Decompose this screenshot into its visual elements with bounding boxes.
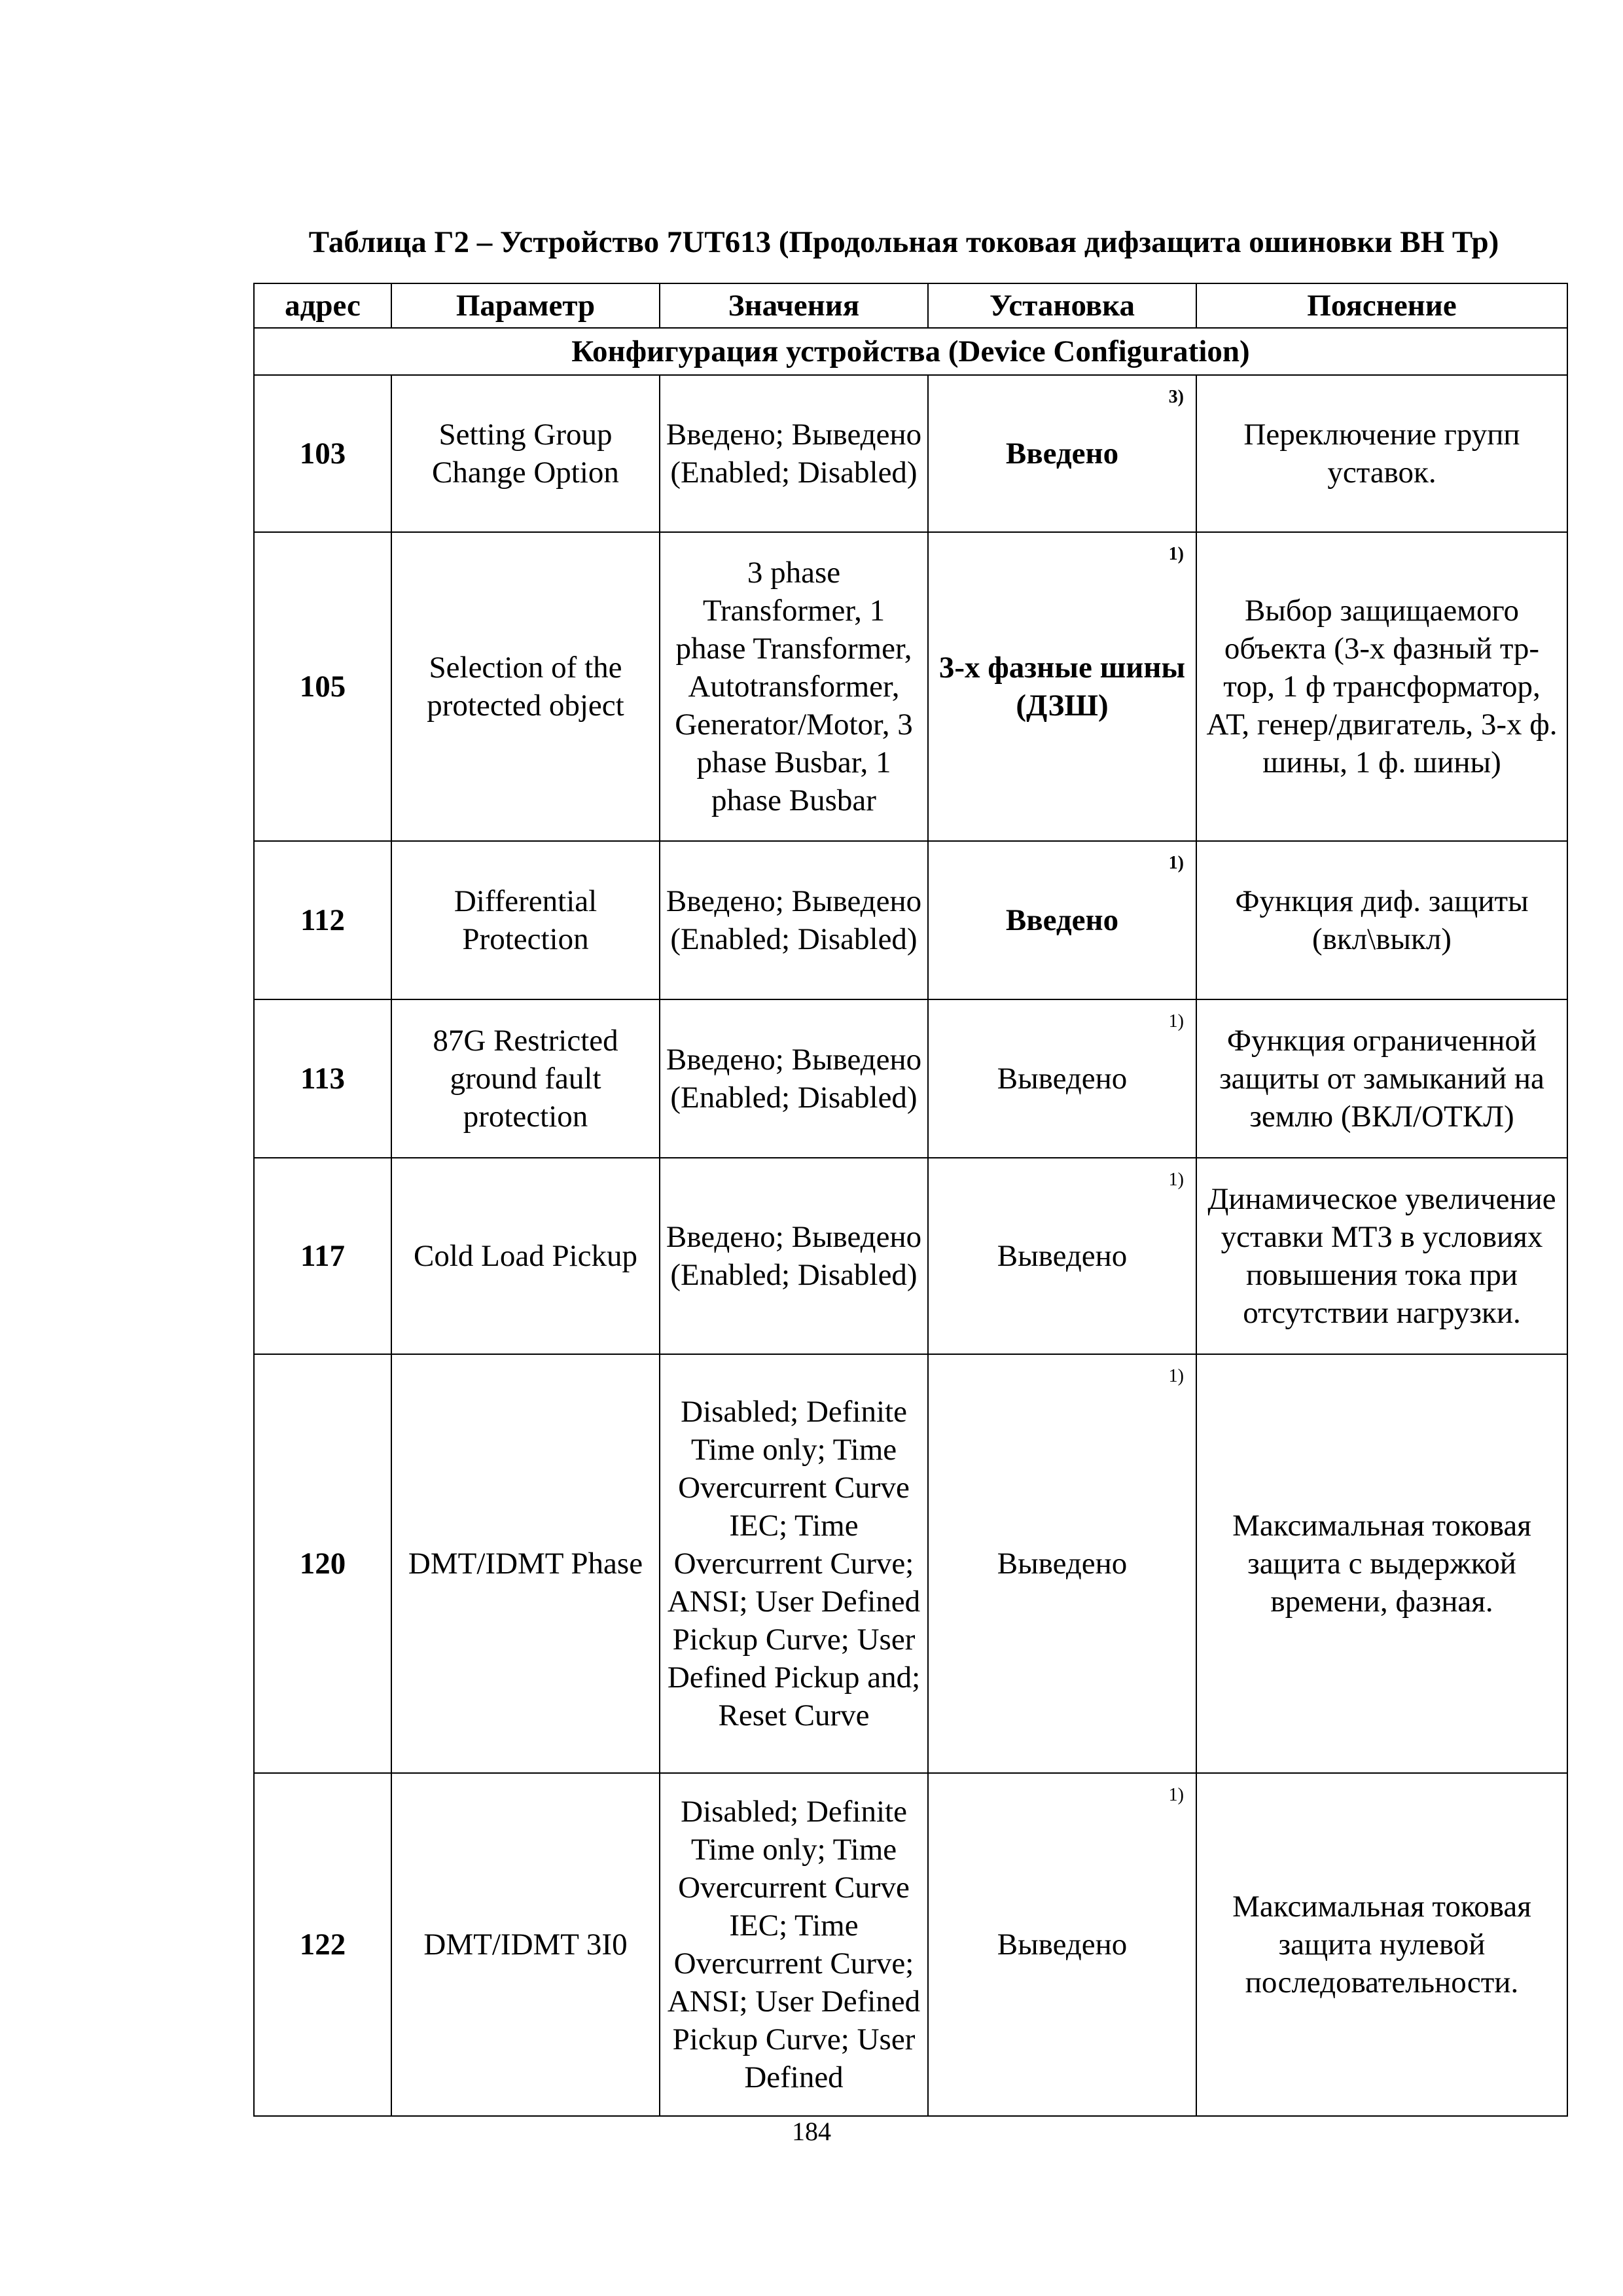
cell-parameter	[391, 841, 660, 999]
device-configuration-table	[253, 283, 1568, 2117]
footnote-marker: 1)	[1168, 1366, 1184, 1386]
cell-values-text: Введено; Выведено (Enabled; Disabled)	[666, 1043, 922, 1115]
cell-values	[660, 532, 928, 841]
cell-setting-text: Выведено	[997, 1547, 1128, 1581]
cell-values	[660, 999, 928, 1158]
cell-parameter	[391, 1773, 660, 2116]
cell-parameter-text: DMT/IDMT Phase	[408, 1547, 643, 1581]
cell-address	[254, 1158, 391, 1354]
cell-address	[254, 375, 391, 532]
footnote-marker: 1)	[1168, 853, 1184, 873]
cell-setting	[928, 532, 1196, 841]
cell-explanation	[1196, 532, 1567, 841]
cell-parameter	[391, 1354, 660, 1773]
cell-explanation-text: Функция ограниченной защиты от замыканий на землю (ВКЛ/ОТКЛ)	[1219, 1024, 1544, 1134]
footnote-marker: 1)	[1168, 1170, 1184, 1190]
cell-setting	[928, 1354, 1196, 1773]
cell-address	[254, 532, 391, 841]
cell-address	[254, 999, 391, 1158]
column-header-values: Значения	[660, 283, 928, 328]
cell-values-text: Disabled; Definite Time only; Time Overcurrent Curve IEC; Time Overcurrent Curve; ANSI; User Defined Pickup Curve; User Defined	[667, 1795, 921, 2094]
table-row	[254, 1354, 1567, 1773]
cell-values	[660, 1354, 928, 1773]
table-row	[254, 999, 1567, 1158]
cell-explanation	[1196, 1773, 1567, 2116]
footnote-marker: 3)	[1168, 387, 1184, 407]
table-row	[254, 841, 1567, 999]
cell-address	[254, 1773, 391, 2116]
column-header-address: адрес	[254, 283, 391, 328]
cell-parameter-text: Selection of the protected object	[427, 651, 624, 723]
cell-address-text: 122	[299, 1928, 346, 1962]
cell-setting-text: Выведено	[997, 1062, 1128, 1096]
cell-setting	[928, 841, 1196, 999]
cell-setting-text: Выведено	[997, 1928, 1128, 1962]
cell-values	[660, 1773, 928, 2116]
cell-explanation	[1196, 375, 1567, 532]
cell-values-text: Введено; Выведено (Enabled; Disabled)	[666, 1220, 922, 1292]
cell-address-text: 120	[299, 1547, 346, 1581]
cell-setting-text: Введено	[1005, 903, 1119, 937]
cell-parameter	[391, 375, 660, 532]
table-row	[254, 1773, 1567, 2116]
table-row	[254, 1158, 1567, 1354]
cell-explanation-text: Динамическое увеличение уставки МТЗ в условиях повышения тока при отсутствии нагрузки.	[1207, 1182, 1556, 1330]
footnote-marker: 1)	[1168, 1011, 1184, 1031]
cell-parameter	[391, 1158, 660, 1354]
cell-setting-text: Введено	[1005, 437, 1119, 471]
cell-parameter-text: Cold Load Pickup	[413, 1239, 638, 1273]
cell-setting	[928, 1773, 1196, 2116]
cell-values-text: Введено; Выведено (Enabled; Disabled)	[666, 418, 922, 490]
cell-parameter-text: Differential Protection	[454, 884, 597, 956]
table-row	[254, 375, 1567, 532]
cell-values-text: Введено; Выведено (Enabled; Disabled)	[666, 884, 922, 956]
cell-values-text: Disabled; Definite Time only; Time Overcurrent Curve IEC; Time Overcurrent Curve; ANSI; User Defined Pickup Curve; User Defined Pickup and; Reset Curve	[667, 1395, 921, 1732]
table-caption: Таблица Г2 – Устройство 7UT613 (Продольная токовая дифзащита ошиновки ВН Тр)	[308, 225, 1499, 259]
cell-setting-text: Выведено	[997, 1239, 1128, 1273]
header-row	[254, 283, 1567, 328]
section-title: Конфигурация устройства (Device Configuration)	[254, 328, 1567, 375]
cell-parameter-text: Setting Group Change Option	[432, 418, 619, 490]
cell-explanation	[1196, 841, 1567, 999]
cell-explanation	[1196, 1158, 1567, 1354]
column-header-parameter: Параметр	[391, 283, 660, 328]
cell-address	[254, 1354, 391, 1773]
cell-parameter-text: DMT/IDMT 3I0	[423, 1928, 628, 1962]
cell-address	[254, 841, 391, 999]
cell-explanation-text: Максимальная токовая защита нулевой последовательности.	[1232, 1890, 1531, 2000]
cell-setting	[928, 375, 1196, 532]
cell-parameter-text: 87G Restricted ground fault protection	[433, 1024, 618, 1134]
cell-explanation-text: Максимальная токовая защита с выдержкой времени, фазная.	[1232, 1509, 1531, 1619]
cell-explanation	[1196, 1354, 1567, 1773]
cell-address-text: 105	[299, 670, 346, 704]
footnote-marker: 1)	[1168, 544, 1184, 564]
cell-explanation-text: Выбор защищаемого объекта (3-х фазный тр-тор, 1 ф трансформатор, АТ, генер/двигатель, 3-х ф. шины, 1 ф. шины)	[1206, 594, 1558, 780]
cell-parameter	[391, 999, 660, 1158]
cell-address-text: 113	[300, 1062, 345, 1096]
cell-setting	[928, 999, 1196, 1158]
footnote-marker: 1)	[1168, 1785, 1184, 1805]
column-header-setting: Установка	[928, 283, 1196, 328]
cell-values	[660, 1158, 928, 1354]
cell-values-text: 3 phase Transformer, 1 phase Transformer, Autotransformer, Generator/Motor, 3 phase Busbar, 1 phase Busbar	[675, 556, 913, 817]
section-row	[254, 328, 1567, 375]
cell-explanation-text: Функция диф. защиты (вкл\выкл)	[1235, 884, 1529, 956]
cell-address-text: 103	[299, 437, 346, 471]
page-number: 184	[792, 2117, 831, 2146]
cell-setting	[928, 1158, 1196, 1354]
column-header-explanation: Пояснение	[1196, 283, 1567, 328]
cell-setting-text: 3-х фазные шины (ДЗШ)	[938, 651, 1186, 723]
cell-values	[660, 375, 928, 532]
cell-explanation	[1196, 999, 1567, 1158]
cell-values	[660, 841, 928, 999]
table-row	[254, 532, 1567, 841]
cell-explanation-text: Переключение групп уставок.	[1243, 418, 1520, 490]
cell-parameter	[391, 532, 660, 841]
cell-address-text: 117	[300, 1239, 345, 1273]
cell-address-text: 112	[300, 903, 345, 937]
